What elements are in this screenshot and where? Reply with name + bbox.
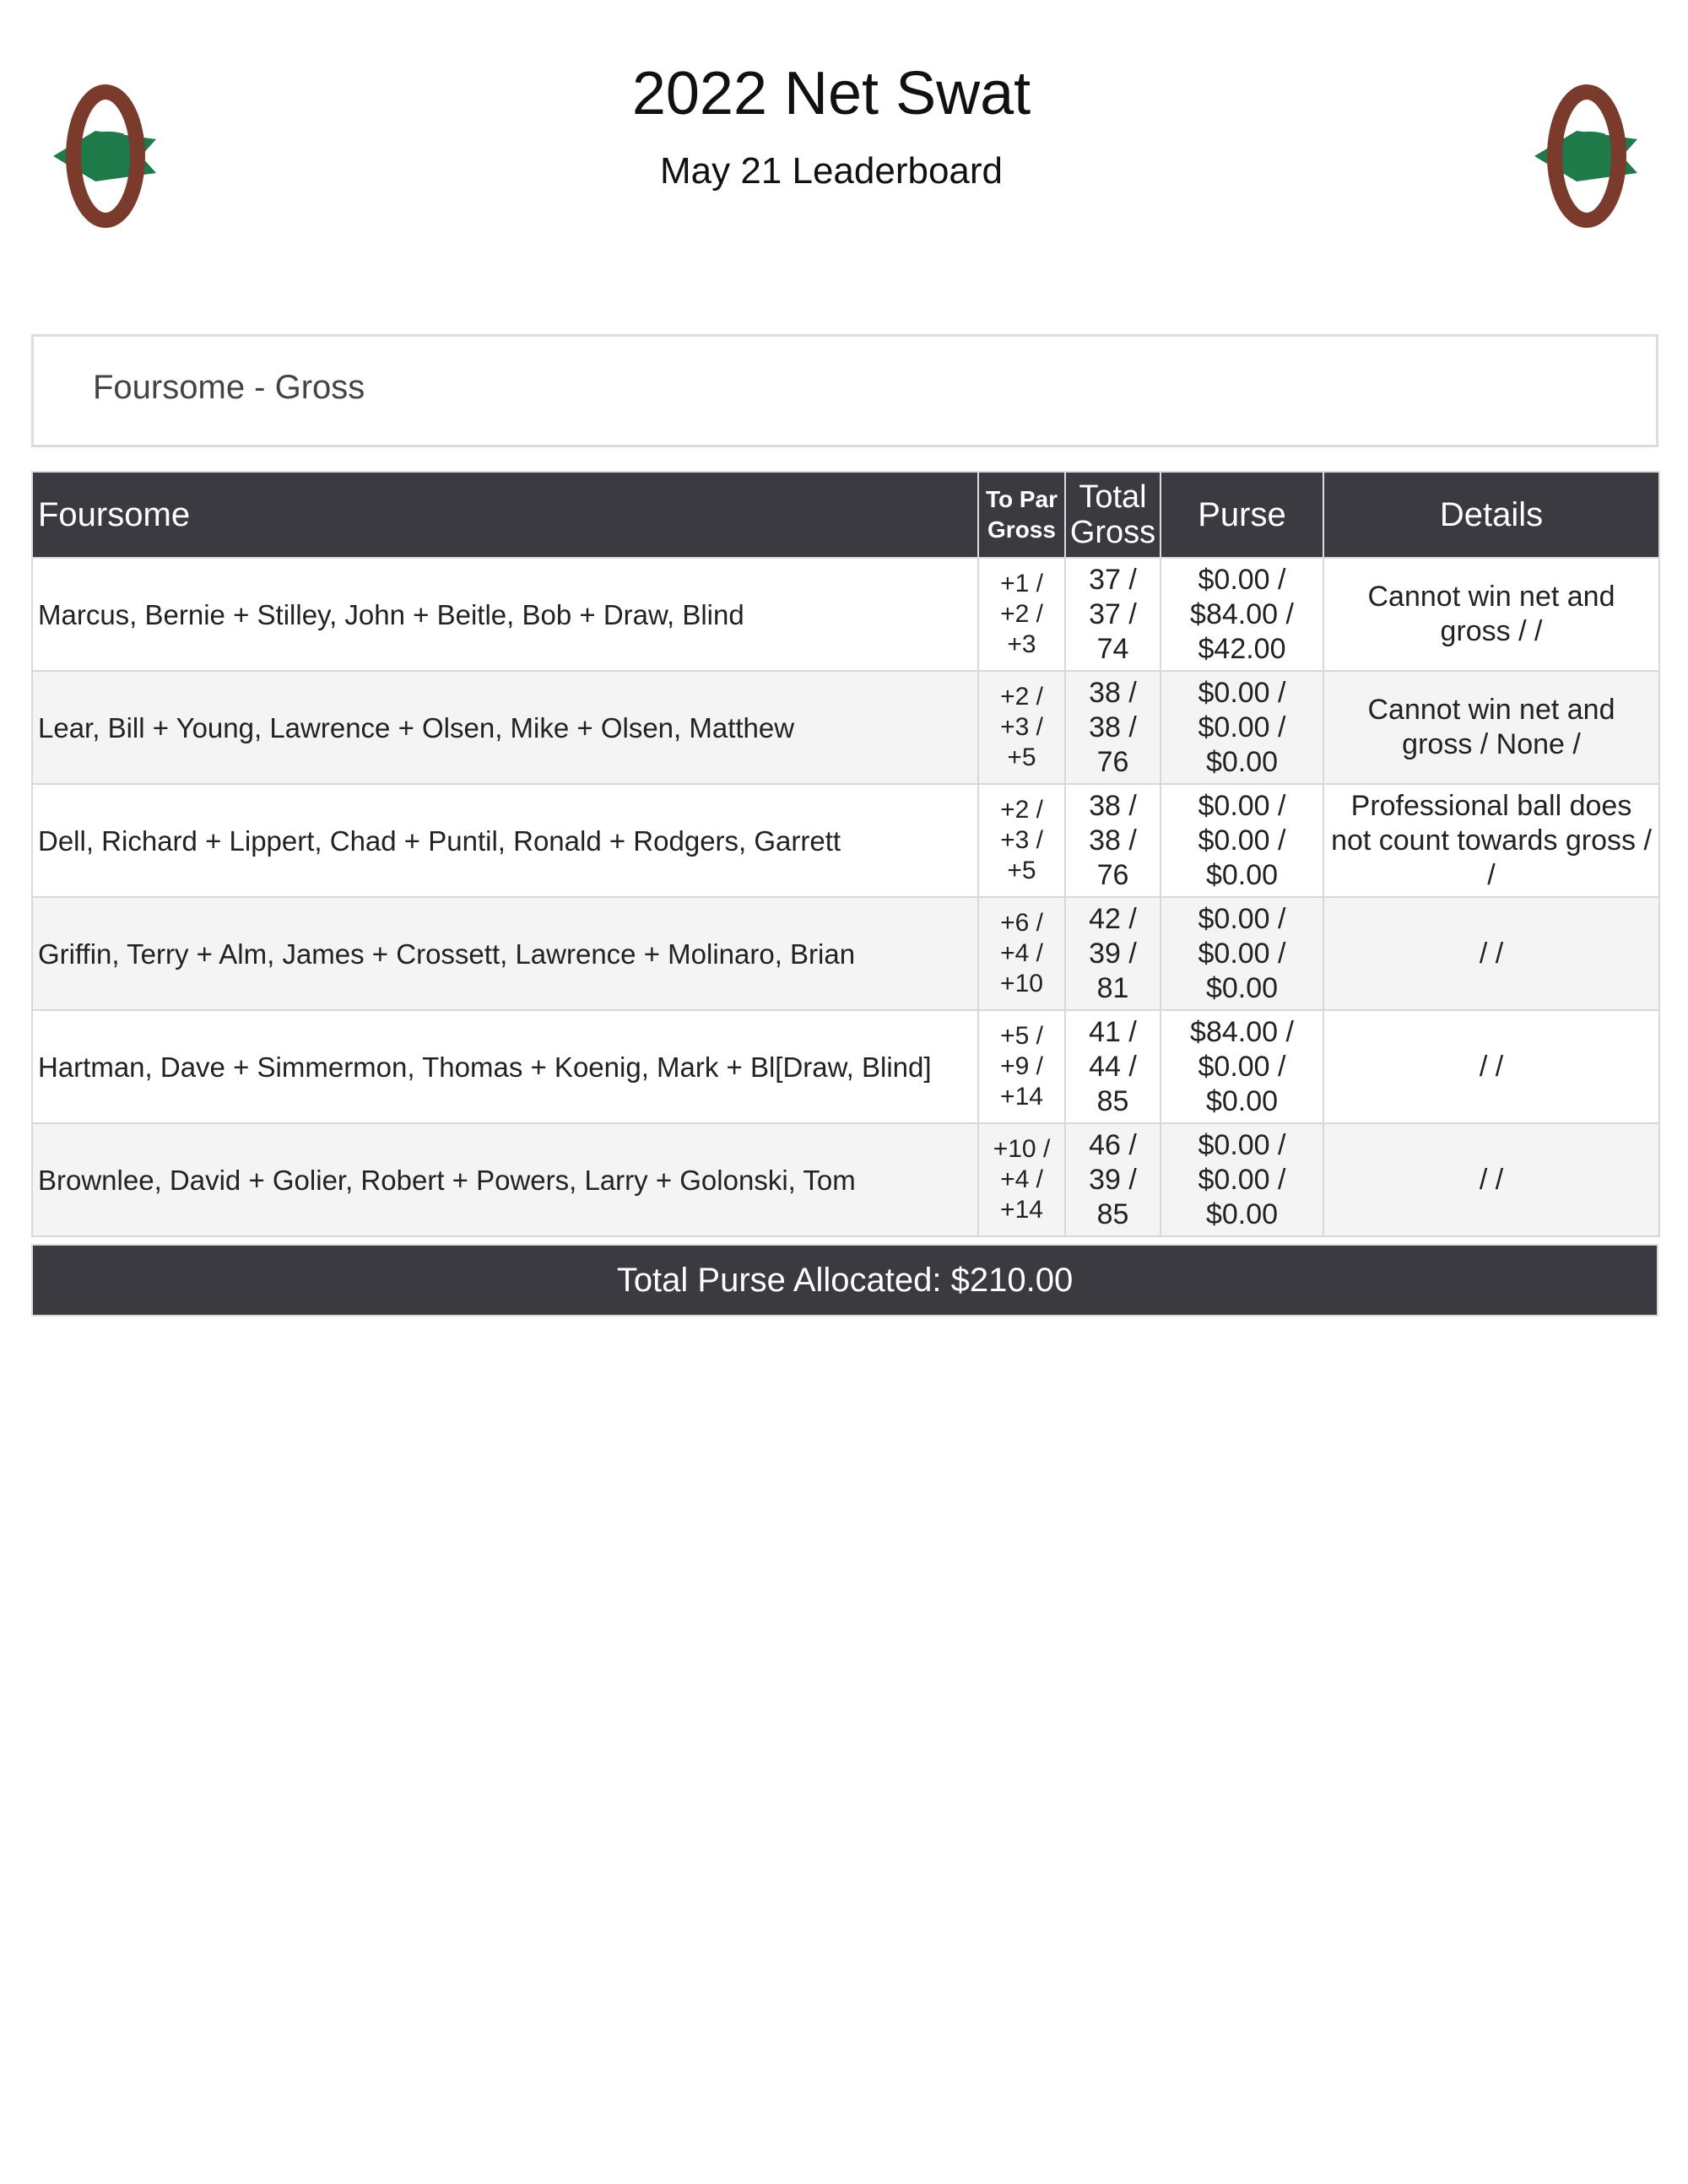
details-cell: Cannot win net and gross / None / [1323,671,1659,784]
svg-text:C: C [1562,117,1611,192]
details-cell: / / [1323,1010,1659,1123]
column-header-purse: Purse [1160,472,1323,558]
purse-cell: $0.00 / $84.00 / $42.00 [1160,558,1323,671]
foursome-names: Griffin, Terry + Alm, James + Crossett, Lawrence + Molinaro, Brian [32,897,978,1010]
table-row [32,1010,1659,1123]
svg-text:C: C [81,117,130,192]
section-header [31,334,1658,447]
purse-cell: $0.00 / $0.00 / $0.00 [1160,784,1323,897]
foursome-names: Hartman, Dave + Simmermon, Thomas + Koenig, Mark + Bl[Draw, Blind] [32,1010,978,1123]
details-cell: Cannot win net and gross / / [1323,558,1659,671]
page-title: 2022 Net Swat [631,60,1031,127]
column-header-to-par-gross: To Par Gross [978,472,1065,558]
to-par-cell: +10 / +4 / +14 [978,1123,1065,1236]
table-row [32,558,1659,671]
total-gross-cell: 41 / 44 / 85 [1065,1010,1160,1123]
column-header-total-gross: Total Gross [1065,472,1160,558]
to-par-cell: +6 / +4 / +10 [978,897,1065,1010]
foursome-names: Dell, Richard + Lippert, Chad + Puntil, Ronald + Rodgers, Garrett [32,784,978,897]
leaderboard-table [31,471,1660,1237]
to-par-cell: +1 / +2 / +3 [978,558,1065,671]
to-par-cell: +5 / +9 / +14 [978,1010,1065,1123]
foursome-names: Brownlee, David + Golier, Robert + Powers, Larry + Golonski, Tom [32,1123,978,1236]
column-header-details: Details [1323,472,1659,558]
details-cell: Professional ball does not count towards gross / / [1323,784,1659,897]
total-gross-cell: 46 / 39 / 85 [1065,1123,1160,1236]
table-row [32,671,1659,784]
total-gross-cell: 37 / 37 / 74 [1065,558,1160,671]
purse-cell: $0.00 / $0.00 / $0.00 [1160,897,1323,1010]
total-gross-cell: 42 / 39 / 81 [1065,897,1160,1010]
table-row [32,1123,1659,1236]
purse-cell: $0.00 / $0.00 / $0.00 [1160,671,1323,784]
to-par-cell: +2 / +3 / +5 [978,671,1065,784]
table-header-row [32,472,1659,558]
column-header-foursome: Foursome [32,472,978,558]
table-row [32,784,1659,897]
total-purse-bar: Total Purse Allocated: $210.00 [31,1244,1658,1316]
foursome-names: Lear, Bill + Young, Lawrence + Olsen, Mike + Olsen, Matthew [32,671,978,784]
table-row [32,897,1659,1010]
details-cell: / / [1323,897,1659,1010]
foursome-names: Marcus, Bernie + Stilley, John + Beitle, Bob + Draw, Blind [32,558,978,671]
section-title: Foursome - Gross [93,369,365,406]
total-gross-cell: 38 / 38 / 76 [1065,784,1160,897]
page-subtitle: May 21 Leaderboard [659,150,1004,192]
details-cell: / / [1323,1123,1659,1236]
to-par-cell: +2 / +3 / +5 [978,784,1065,897]
total-gross-cell: 38 / 38 / 76 [1065,671,1160,784]
purse-cell: $84.00 / $0.00 / $0.00 [1160,1010,1323,1123]
purse-cell: $0.00 / $0.00 / $0.00 [1160,1123,1323,1236]
